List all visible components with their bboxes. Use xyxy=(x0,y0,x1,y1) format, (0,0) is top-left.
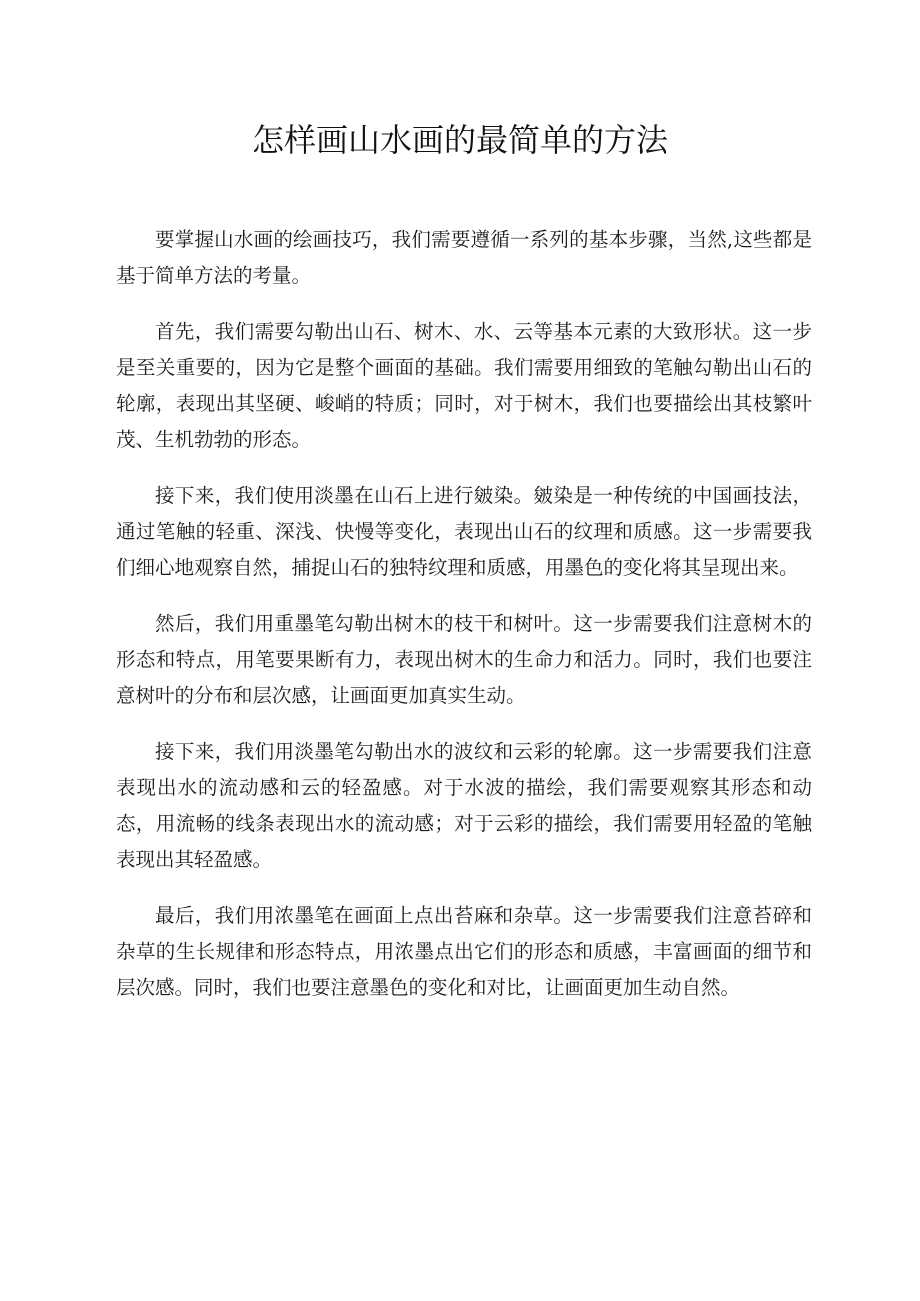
paragraph-4: 然后，我们用重墨笔勾勒出树木的枝干和树叶。这一步需要我们注意树木的形态和特点，用笔要果断有力，表现出树木的生命力和活力。同时，我们也要注意树叶的分布和层次感，让画面更加真实生动。 xyxy=(116,612,812,707)
paragraph-5: 接下来，我们用淡墨笔勾勒出水的波纹和云彩的轮廓。这一步需要我们注意表现出水的流动感和云的轻盈感。对于水波的描绘，我们需要观察其形态和动态，用流畅的线条表现出水的流动感；对于云彩的描绘，我们需要用轻盈的笔触表现出其轻盈感。 xyxy=(116,740,812,871)
paragraph-1: 要掌握山水画的绘画技巧，我们需要遵循一系列的基本步骤，当然,这些都是基于简单方法的考量。 xyxy=(116,228,812,287)
paragraph-3: 接下来，我们使用淡墨在山石上进行皴染。皴染是一种传统的中国画技法，通过笔触的轻重、深浅、快慢等变化，表现出山石的纹理和质感。这一步需要我们细心地观察自然，捕捉山石的独特纹理和质感，用墨色的变化将其呈现出来。 xyxy=(116,484,812,579)
document-body xyxy=(116,222,812,1026)
document-title: 怎样画山水画的最简单的方法 xyxy=(251,121,668,159)
paragraph-6: 最后，我们用浓墨笔在画面上点出苔麻和杂草。这一步需要我们注意苔碎和杂草的生长规律和形态特点，用浓墨点出它们的形态和质感，丰富画面的细节和层次感。同时，我们也要注意墨色的变化和对比，让画面更加生动自然。 xyxy=(116,904,812,999)
paragraph-2: 首先，我们需要勾勒出山石、树木、水、云等基本元素的大致形状。这一步是至关重要的，因为它是整个画面的基础。我们需要用细致的笔触勾勒出山石的轮廓，表现出其坚硬、峻峭的特质；同时，对于树木，我们也要描绘出其枝繁叶茂、生机勃勃的形态。 xyxy=(116,320,812,451)
